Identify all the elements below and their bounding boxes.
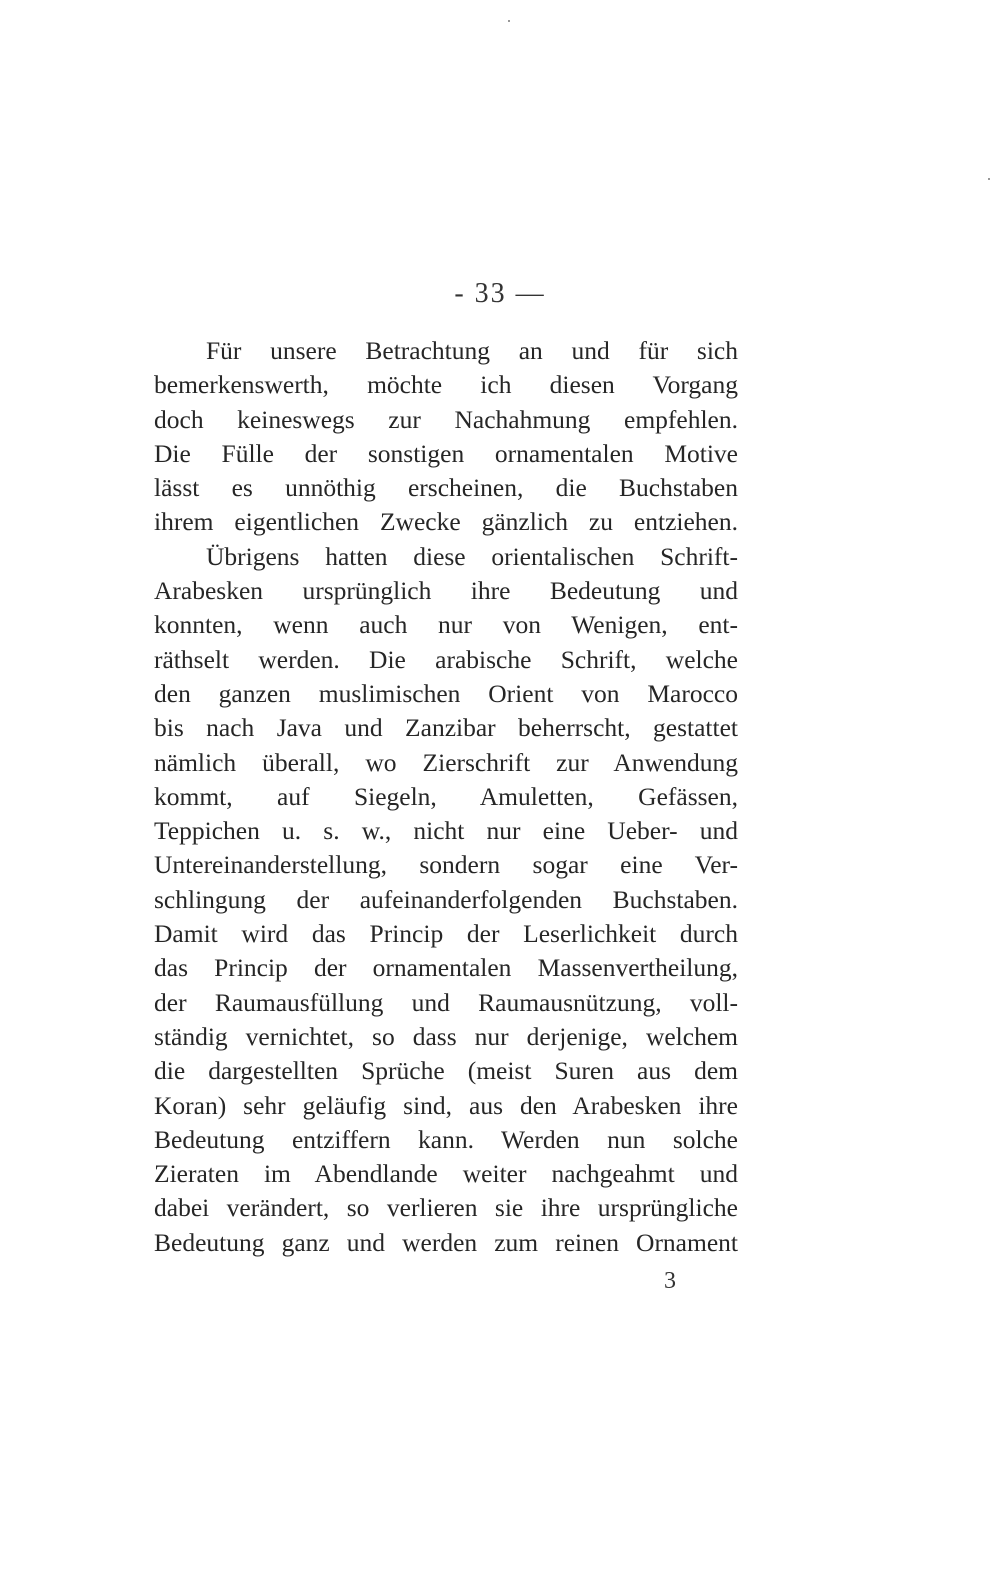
text-line: den ganzen muslimischen Orient von Marocco <box>154 678 738 708</box>
text-line: doch keineswegs zur Nachahmung empfehlen. <box>154 404 738 434</box>
body-text <box>154 334 738 1260</box>
signature-mark: 3 <box>664 1268 676 1294</box>
text-line: lässt es unnöthig erscheinen, die Buchstaben <box>154 473 738 503</box>
text-line: bis nach Java und Zanzibar beherrscht, gestattet <box>154 713 738 743</box>
text-line: Bedeutung entziffern kann. Werden nun solche <box>154 1124 738 1154</box>
text-line: schlingung der aufeinanderfolgenden Buchstaben. <box>154 884 738 914</box>
text-line: Bedeutung ganz und werden zum reinen Ornament <box>154 1227 738 1257</box>
text-line: der Raumausfüllung und Raumausnützung, voll- <box>154 987 738 1017</box>
text-line: Übrigens hatten diese orientalischen Schrift- <box>206 541 738 571</box>
text-line: ihrem eigentlichen Zwecke gänzlich zu entziehen. <box>154 507 738 537</box>
text-line: bemerkenswerth, möchte ich diesen Vorgang <box>154 370 738 400</box>
text-line: die dargestellten Sprüche (meist Suren aus dem <box>154 1056 738 1086</box>
text-line: Die Fülle der sonstigen ornamentalen Motive <box>154 438 738 468</box>
text-line: Koran) sehr geläufig sind, aus den Arabesken ihre <box>154 1090 738 1120</box>
text-line: dabei verändert, so verlieren sie ihre ursprüngliche <box>154 1193 738 1223</box>
page-header: - 33 — <box>454 278 546 309</box>
text-line: ständig vernichtet, so dass nur derjenige, welchem <box>154 1021 738 1051</box>
paper-speck <box>988 178 990 180</box>
paper-speck <box>508 20 510 22</box>
text-line: konnten, wenn auch nur von Wenigen, ent- <box>154 610 738 640</box>
text-line: Arabesken ursprünglich ihre Bedeutung und <box>154 576 738 606</box>
text-line: Damit wird das Princip der Leserlichkeit durch <box>154 919 738 949</box>
text-line: das Princip der ornamentalen Massenvertheilung, <box>154 953 738 983</box>
text-line: Zieraten im Abendlande weiter nachgeahmt und <box>154 1159 738 1189</box>
text-line: kommt, auf Siegeln, Amuletten, Gefässen, <box>154 781 738 811</box>
text-line: nämlich überall, wo Zierschrift zur Anwendung <box>154 747 738 777</box>
text-line: Teppichen u. s. w., nicht nur eine Ueber- und <box>154 816 738 846</box>
text-line: Untereinanderstellung, sondern sogar eine Ver- <box>154 850 738 880</box>
text-line: räthselt werden. Die arabische Schrift, welche <box>154 644 738 674</box>
text-line: Für unsere Betrachtung an und für sich <box>206 336 738 365</box>
